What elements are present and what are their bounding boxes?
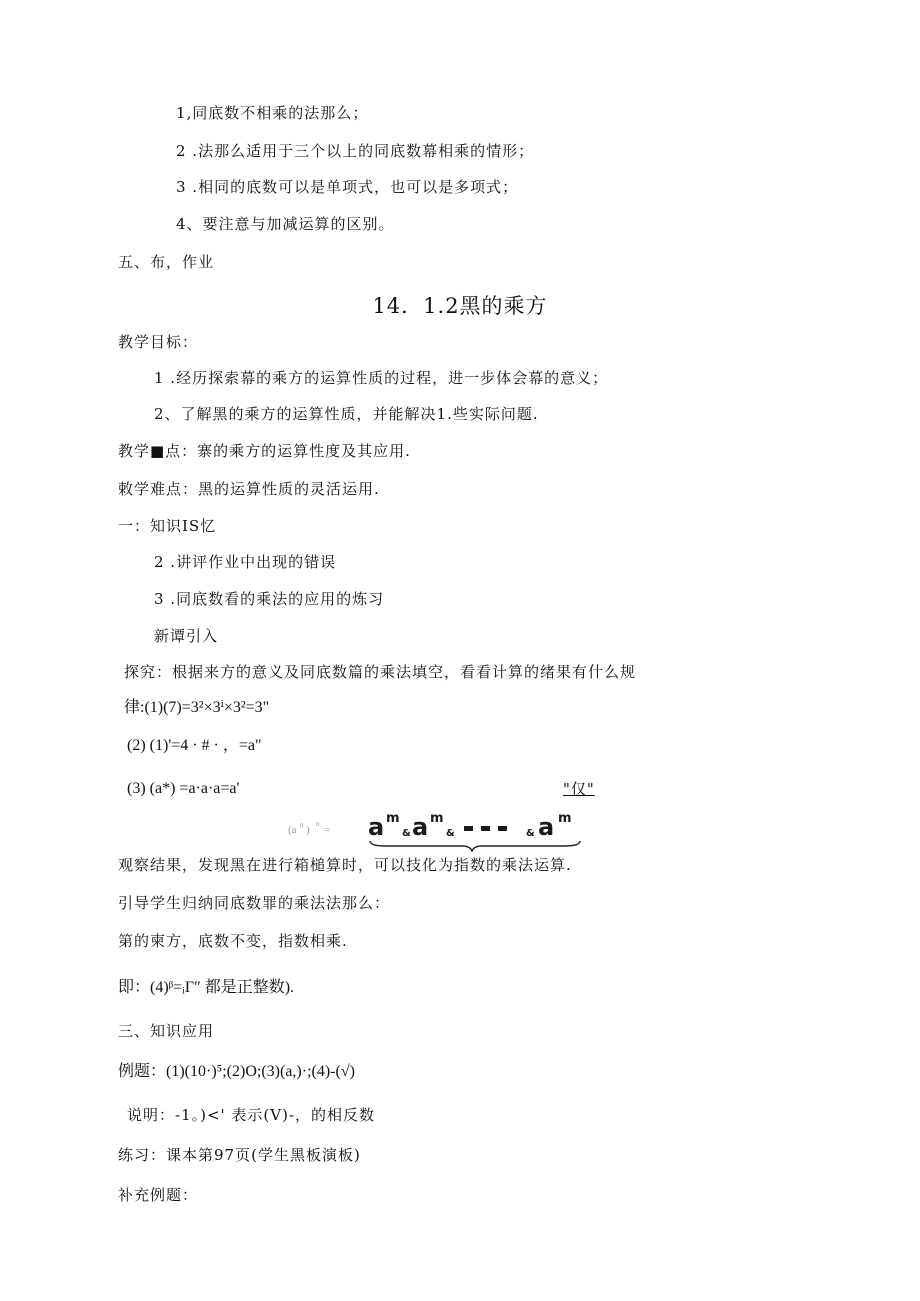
practice-text: 练习：课本第97页(学生黑板演板) — [118, 1146, 361, 1164]
formula-term-2: a — [412, 813, 429, 841]
formula-left-sup: n — [300, 821, 304, 829]
formula-term-3-sup: m — [558, 811, 572, 826]
summary-item-3: 3 .相同的底数可以是单项式，也可以是多项式； — [176, 178, 519, 196]
homework-heading: 五、布，作业 — [118, 253, 215, 271]
explore-line-2: (2) (1)'=4 · # · ，=a" — [127, 737, 262, 754]
review-item-1: 2 .讲评作业中出现的错误 — [154, 553, 337, 571]
formula-term-2-sup: m — [430, 811, 444, 826]
explore-line-3: (3) (a*) =a·a·a=a' — [127, 780, 240, 797]
formula-dot-2: & — [446, 828, 455, 839]
objective-1: 1 .经历探索幕的乘方的运算性质的过程，进一步体会幕的意义； — [154, 369, 609, 387]
power-of-power-formula — [286, 808, 594, 852]
formula-brace — [370, 841, 580, 851]
guide-text: 引导学生归纳同底数罪的乘法法那么： — [118, 894, 391, 912]
explanation-text: 说明：-1。)<' 表示(V)-，的相反数 — [127, 1106, 376, 1124]
objective-2: 2、了解黑的乘方的运算性质，并能解决1.些实际问题. — [154, 405, 539, 423]
review-item-2: 3 .同底数看的乘法的应用的炼习 — [154, 590, 385, 608]
formula-term-3: a — [538, 813, 555, 841]
rule-formula: 即：(4)ᵝ=ᵢΓ″ 都是正整数). — [118, 979, 295, 996]
formula-ellipsis-2 — [481, 826, 490, 831]
observe-text: 观察结果，发现黑在进行箱槌算时，可以技化为指数的乘法运算. — [118, 856, 572, 874]
key-point: 教学■点：寨的乘方的运算性度及其应用. — [118, 442, 411, 460]
formula-left: (a — [288, 824, 297, 836]
formula-dot-1: & — [402, 828, 411, 839]
formula-eq: = — [324, 824, 331, 836]
formula-ellipsis-3 — [498, 826, 507, 831]
summary-item-1: 1,同底数不相乘的法那么； — [176, 104, 369, 122]
formula-dot-3: & — [526, 828, 535, 839]
formula-left-close: ) — [306, 824, 310, 836]
formula-eq-sup: n — [316, 820, 320, 828]
explore-line-3-note: "仅" — [563, 780, 595, 798]
explore-line-1: 律:(1)(7)=3²×3ⁱ×3²=3" — [124, 699, 270, 716]
summary-item-2: 2 .法那么适用于三个以上的同底数幕相乘的情形； — [176, 142, 535, 160]
explore-text: 探究：根据来方的意义及同底数篇的乘法填空，看看计算的绪果有什么规 — [124, 663, 637, 681]
formula-term-1-sup: m — [386, 811, 400, 826]
summary-item-4: 4、要注意与加减运算的区别。 — [176, 215, 395, 233]
formula-term-1: a — [368, 813, 385, 841]
rule-text: 第的柬方，底数不变，指数相乘. — [118, 932, 348, 950]
examples-text: 例题：(1)(10·)⁵;(2)O;(3)(a,)·;(4)-(√) — [118, 1063, 355, 1080]
new-lesson: 新谭引入 — [154, 627, 219, 645]
review-heading: 一：知识IS忆 — [118, 517, 217, 535]
difficulty: 敕学难点：黑的运算性质的灵活运用. — [118, 480, 380, 498]
formula-ellipsis-1 — [464, 826, 473, 831]
objectives-label: 教学目标： — [118, 333, 199, 351]
lesson-title: 14．1.2黑的乘方 — [372, 294, 548, 318]
application-heading: 三、知识应用 — [118, 1022, 215, 1040]
supplement-heading: 补充例题： — [118, 1186, 199, 1204]
